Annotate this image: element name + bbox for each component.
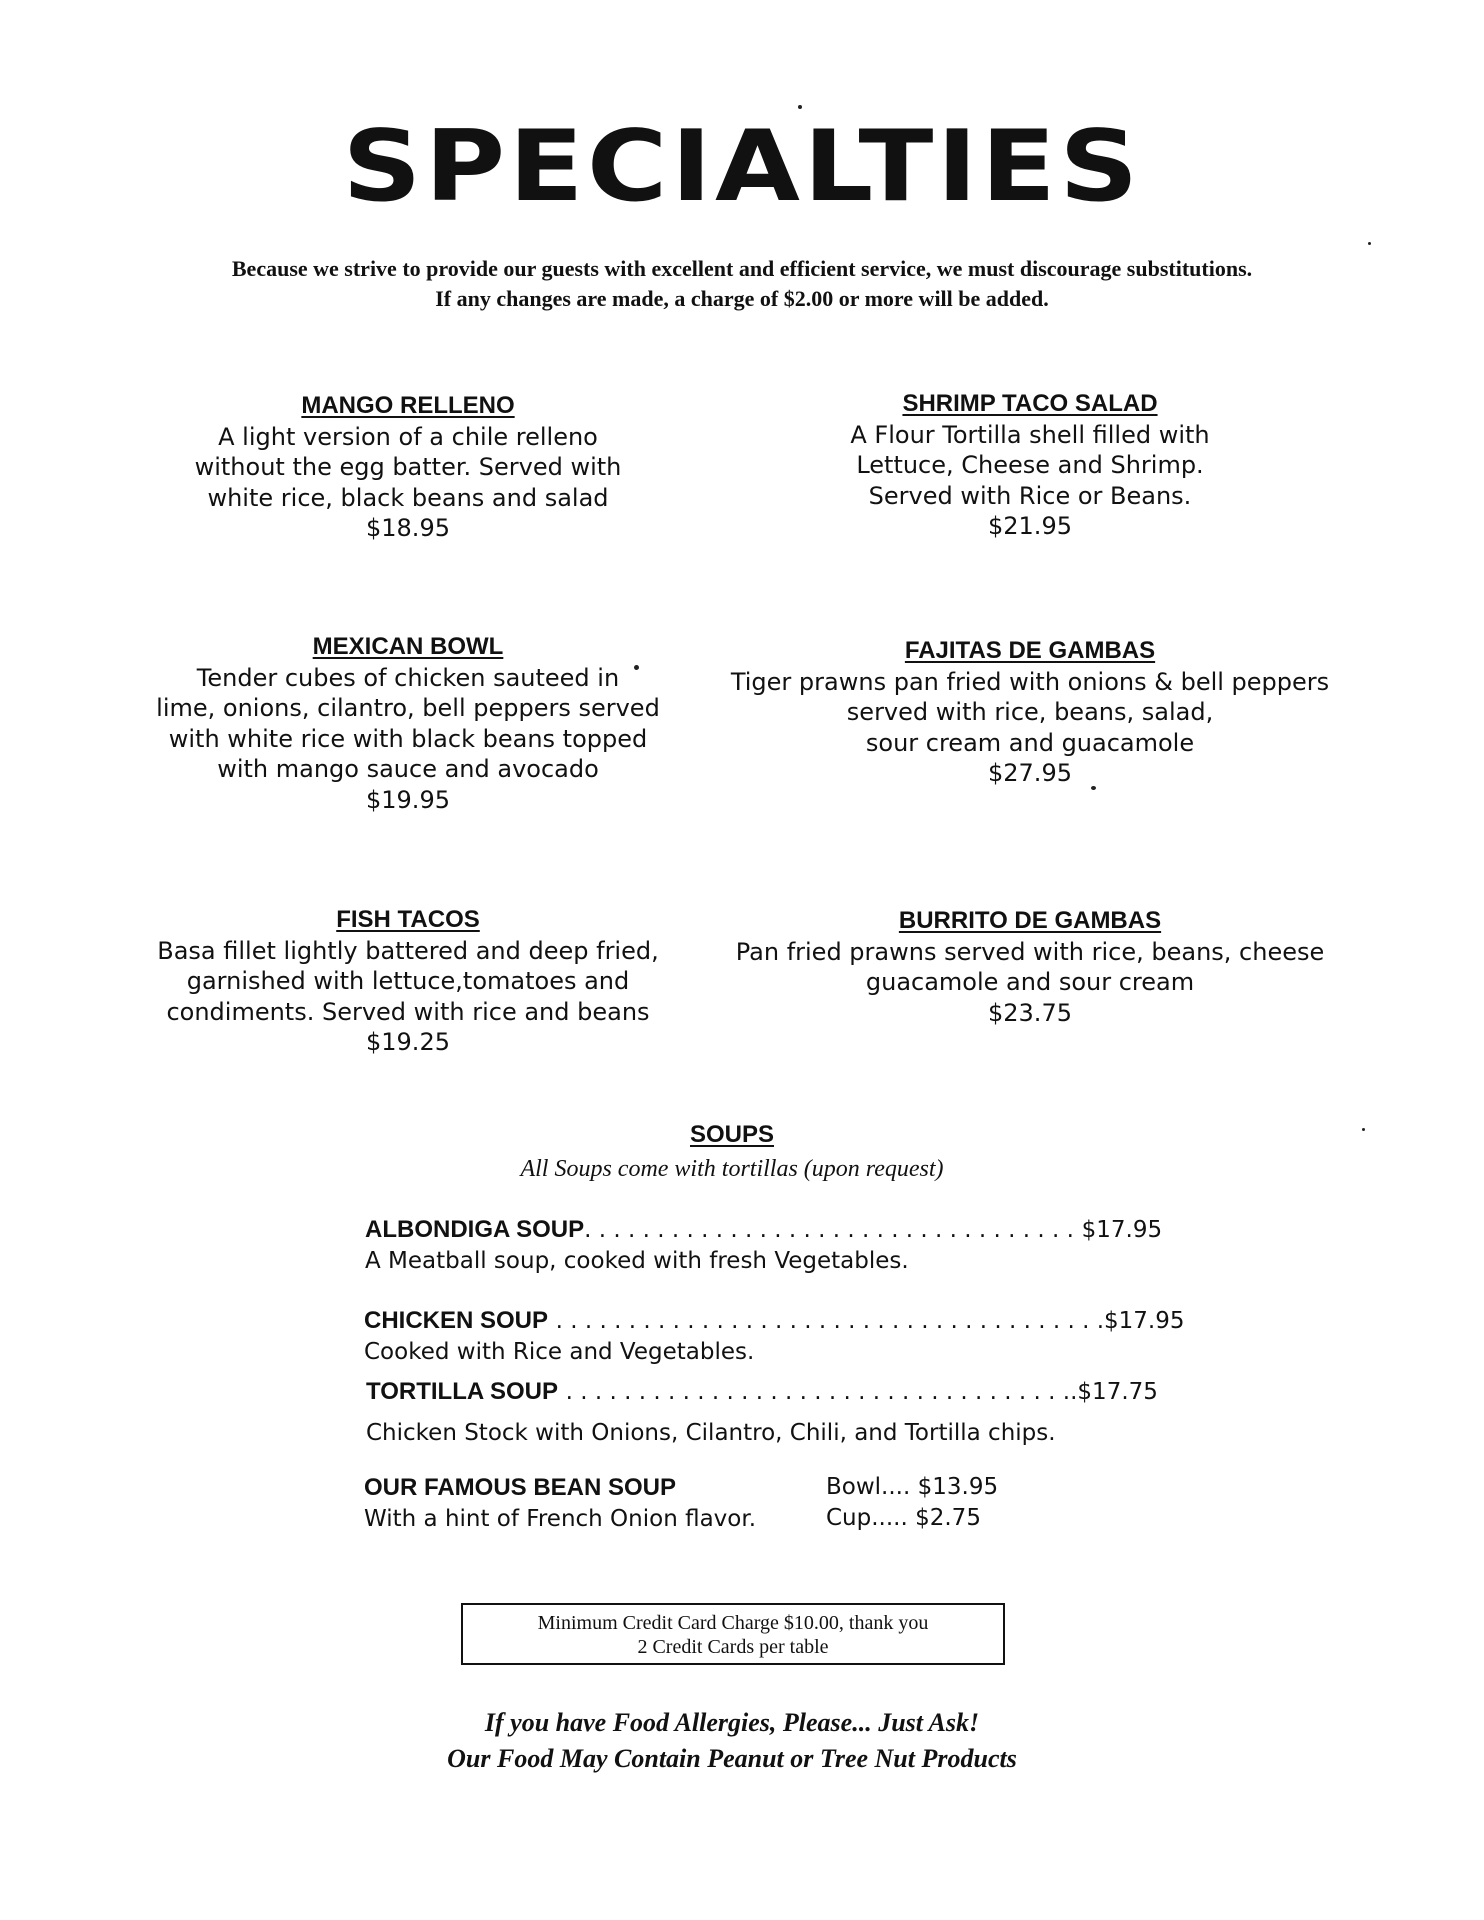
leader-dots: . . . . . . . . . . . . . . . . . . . . . . . . . . . . . . . . . . .. xyxy=(565,1379,1078,1405)
item-desc-line: without the egg batter. Served with xyxy=(194,453,622,481)
item-name: FISH TACOS xyxy=(336,906,480,933)
soup-item-chicken xyxy=(364,1306,1184,1365)
item-desc-line: Basa fillet lightly battered and deep fried, xyxy=(157,936,659,965)
credit-line-1: Minimum Credit Card Charge $10.00, thank you xyxy=(537,1612,929,1634)
menu-item-shrimp-taco-salad xyxy=(750,389,1310,542)
item-name: SHRIMP TACO SALAD xyxy=(902,390,1158,417)
item-desc-line: Served with Rice or Beans. xyxy=(868,481,1192,510)
soup-desc: With a hint of French Onion flavor. xyxy=(364,1506,757,1532)
item-desc-line: A light version of a chile relleno xyxy=(218,422,598,451)
item-desc-line: white rice, black beans and salad xyxy=(207,483,609,512)
soup-desc: A Meatball soup, cooked with fresh Vegetables. xyxy=(365,1248,909,1274)
menu-item-fish-tacos xyxy=(138,905,678,1058)
scan-speck xyxy=(634,665,639,670)
scan-speck xyxy=(1362,1128,1365,1131)
soup-desc: Cooked with Rice and Vegetables. xyxy=(364,1339,755,1365)
item-desc-line: Tiger prawns pan fried with onions & bell peppers xyxy=(730,667,1330,696)
item-desc-line: Tender cubes of chicken sauteed in xyxy=(196,663,620,692)
item-desc-line: Lettuce, Cheese and Shrimp. xyxy=(856,451,1204,479)
scan-speck xyxy=(1368,242,1371,245)
item-price: $19.25 xyxy=(366,1028,450,1056)
leader-dots: . . . . . . . . . . . . . . . . . . . . . . . . . . . . . . . . . . . . . . xyxy=(555,1308,1104,1334)
item-desc-line: lime, onions, cilantro, bell peppers served xyxy=(156,694,660,722)
scan-speck xyxy=(1091,786,1096,790)
item-name: MANGO RELLENO xyxy=(301,392,515,419)
item-desc-line: A Flour Tortilla shell filled with xyxy=(850,420,1210,449)
soup-item-tortilla xyxy=(366,1377,1158,1446)
soup-item-bean xyxy=(364,1473,756,1532)
item-desc-line: garnished with lettuce,tomatoes and xyxy=(186,967,630,995)
item-desc-line: sour cream and guacamole xyxy=(865,728,1195,757)
menu-item-mexican-bowl xyxy=(138,632,678,815)
soups-heading: SOUPS xyxy=(689,1121,775,1148)
menu-item-fajitas-de-gambas xyxy=(720,636,1340,789)
item-desc-line: with white rice with black beans topped xyxy=(168,724,648,753)
item-price: $27.95 xyxy=(988,759,1072,787)
item-price: $18.95 xyxy=(366,514,450,542)
soup-name: CHICKEN SOUP xyxy=(364,1307,549,1334)
item-desc-line: guacamole and sour cream xyxy=(865,968,1195,996)
item-desc-line: with mango sauce and avocado xyxy=(217,755,599,783)
credit-line-2: 2 Credit Cards per table xyxy=(637,1636,829,1658)
soup-name: TORTILLA SOUP xyxy=(366,1378,558,1405)
notice-line-1: Because we strive to provide our guests with excellent and efficient service, we must discourage substitutions. xyxy=(231,256,1253,281)
item-desc-line: condiments. Served with rice and beans xyxy=(166,997,650,1026)
item-name: MEXICAN BOWL xyxy=(312,633,504,660)
substitution-notice xyxy=(0,254,1484,314)
soup-desc: Chicken Stock with Onions, Cilantro, Chili, and Tortilla chips. xyxy=(366,1420,1056,1446)
soup-price: $17.95 xyxy=(1104,1308,1185,1334)
scan-speck xyxy=(798,105,802,109)
item-desc-line: Pan fried prawns served with rice, beans, cheese xyxy=(735,937,1325,966)
menu-item-mango-relleno xyxy=(158,391,658,544)
item-name: BURRITO DE GAMBAS xyxy=(898,907,1162,934)
page-title: SPECIALTIES xyxy=(342,110,1142,224)
leader-dots: . . . . . . . . . . . . . . . . . . . . . . . . . . . . . . . . . . xyxy=(584,1217,1074,1243)
allergy-line-2: Our Food May Contain Peanut or Tree Nut Products xyxy=(447,1744,1017,1773)
soup-price: $17.75 xyxy=(1077,1379,1158,1405)
bean-cup-price: Cup..... $2.75 xyxy=(826,1505,981,1531)
credit-card-notice-box xyxy=(461,1603,1005,1665)
menu-item-burrito-de-gambas xyxy=(720,906,1340,1028)
soup-price: $17.95 xyxy=(1081,1217,1163,1243)
item-price: $19.95 xyxy=(366,785,450,814)
soup-name: ALBONDIGA SOUP xyxy=(365,1216,585,1243)
item-price: $21.95 xyxy=(988,512,1072,540)
soup-item-albondiga xyxy=(365,1215,1162,1274)
soups-subheading: All Soups come with tortillas (upon request) xyxy=(520,1156,944,1182)
soup-name: OUR FAMOUS BEAN SOUP xyxy=(364,1474,677,1501)
item-price: $23.75 xyxy=(988,998,1072,1027)
notice-line-2: If any changes are made, a charge of $2.00 or more will be added. xyxy=(435,286,1049,311)
item-desc-line: served with rice, beans, salad, xyxy=(846,698,1214,726)
allergy-notice xyxy=(0,1705,1464,1777)
bean-soup-prices xyxy=(826,1472,998,1534)
bean-bowl-price: Bowl.... $13.95 xyxy=(826,1474,999,1500)
item-name: FAJITAS DE GAMBAS xyxy=(904,637,1156,664)
allergy-line-1: If you have Food Allergies, Please... Just Ask! xyxy=(484,1708,980,1737)
